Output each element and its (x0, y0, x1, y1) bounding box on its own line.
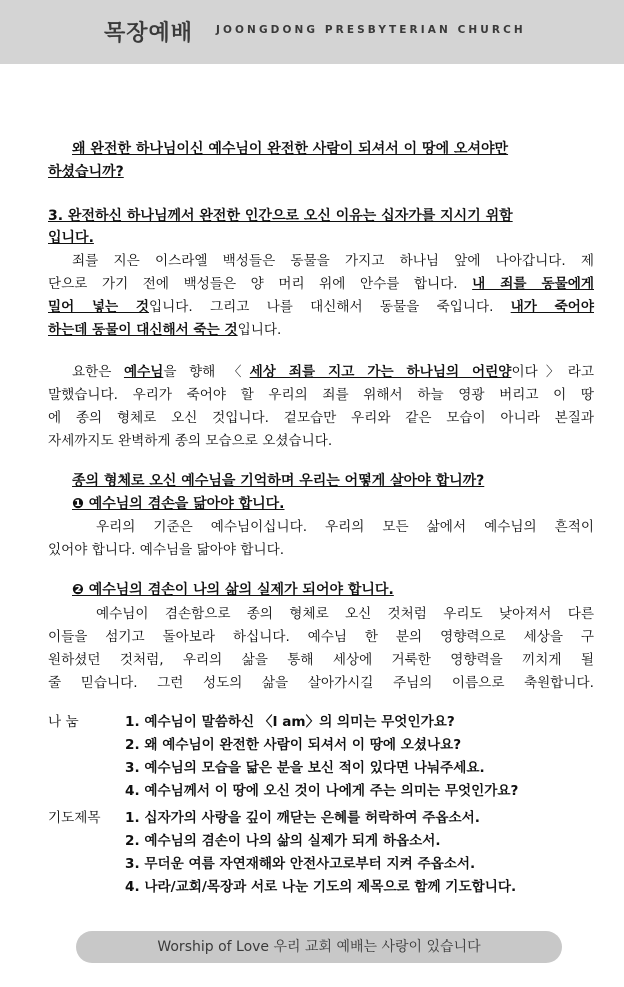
section3-p1-line-2: 단으로 가기 전에 백성들은 양 머리 위에 안수를 합니다. 내 죄를 동물에게 (48, 276, 594, 292)
prayer-label: 기도제목 (48, 810, 101, 826)
section3-p1-line-4: 하는데 동물이 대신해서 죽는 것입니다. (48, 322, 282, 338)
prayer-item: 3. 무더운 여름 자연재해와 안전사고로부터 지켜 주옵소서. (125, 856, 476, 872)
emphasis-text: 세상 죄를 지고 가는 하나님의 어린양 (249, 364, 512, 380)
section3-p2-line-4: 자세까지도 완벽하게 종의 모습으로 오셨습니다. (48, 433, 333, 449)
emphasis-text: 예수님 (123, 364, 164, 380)
section3-p2-line-1: 요한은 예수님을 향해 〈세상 죄를 지고 가는 하나님의 어린양이다〉라고 (72, 364, 595, 380)
question-line-2: 하셨습니까? (48, 164, 124, 180)
emphasis-text: 밀어 넣는 것 (48, 299, 149, 315)
point2-line-2: 이들을 섬기고 돌아보라 하십니다. 예수님 한 분의 영향력으로 세상을 구 (48, 629, 594, 645)
prayer-item: 4. 나라/교회/목장과 서로 나눈 기도의 제목으로 함께 기도합니다. (125, 879, 517, 895)
emphasis-text: 내가 죽어야 (510, 299, 594, 315)
point2-line-4: 줄 믿습니다. 그런 성도의 삶을 살아가시길 주님의 이름으로 축원합니다. (48, 675, 594, 691)
section3-heading-line-1: 3. 완전하신 하나님께서 완전한 인간으로 오신 이유는 십자가를 지시기 위함 (48, 208, 513, 224)
sharing-item: 2. 왜 예수님이 완전한 사람이 되셔서 이 땅에 오셨나요? (125, 737, 462, 753)
point2-title: ❷ 예수님의 겸손이 나의 삶의 실제가 되어야 합니다. (72, 582, 394, 598)
point1-line-2: 있어야 합니다. 예수님을 닮아야 합니다. (48, 542, 285, 558)
question-line-1: 왜 완전한 하나님이신 예수님이 완전한 사람이 되셔서 이 땅에 오셔야만 (72, 141, 509, 157)
emphasis-text: 하는데 동물이 대신해서 죽는 것 (48, 322, 238, 338)
section3-p2-line-3: 에 종의 형체로 오신 것입니다. 겉모습만 우리와 같은 모습이 아니라 본질과 (48, 410, 594, 426)
prayer-item: 2. 예수님의 겸손이 나의 삶의 실제가 되게 하옵소서. (125, 833, 441, 849)
section3-p1-line-3: 밀어 넣는 것입니다. 그리고 나를 대신해서 동물을 죽입니다. 내가 죽어야 (48, 299, 594, 315)
footer-banner: Worship of Love 우리 교회 예배는 사랑이 있습니다 (76, 931, 562, 963)
section3-heading-line-2: 입니다. (48, 230, 94, 246)
emphasis-text: 내 죄를 동물에게 (472, 276, 594, 292)
point1-line-1: 우리의 기준은 예수님이십니다. 우리의 모든 삶에서 예수님의 흔적이 (96, 519, 594, 535)
sharing-label: 나 눔 (48, 714, 79, 730)
sharing-item: 1. 예수님이 말씀하신 〈I am〉의 의미는 무엇인가요? (125, 714, 455, 730)
prayer-item: 1. 십자가의 사랑을 깊이 깨닫는 은혜를 허락하여 주옵소서. (125, 810, 480, 826)
sharing-item: 3. 예수님의 모습을 닮은 분을 보신 적이 있다면 나눠주세요. (125, 760, 485, 776)
section3-p1-line-1: 죄를 지은 이스라엘 백성들은 동물을 가지고 하나님 앞에 나아갑니다. 제 (72, 253, 594, 269)
section3-p2-line-2: 말했습니다. 우리가 죽어야 할 우리의 죄를 위해서 하늘 영광 버리고 이 땅 (48, 387, 594, 403)
header-subtitle: JOONGDONG PRESBYTERIAN CHURCH (216, 24, 526, 36)
application-heading: 종의 형체로 오신 예수님을 기억하며 우리는 어떻게 살아야 합니까? (72, 473, 485, 489)
point2-line-3: 원하셨던 것처럼, 우리의 삶을 통해 세상에 거룩한 영향력을 끼치게 될 (48, 652, 594, 668)
point2-line-1: 예수님이 겸손함으로 종의 형체로 오신 것처럼 우리도 낮아져서 다른 (96, 606, 594, 622)
sharing-item: 4. 예수님께서 이 땅에 오신 것이 나에게 주는 의미는 무엇인가요? (125, 783, 519, 799)
header-bar (0, 0, 624, 64)
header-title: 목장예배 (104, 21, 194, 46)
point1-title: ❶ 예수님의 겸손을 닮아야 합니다. (72, 496, 285, 512)
